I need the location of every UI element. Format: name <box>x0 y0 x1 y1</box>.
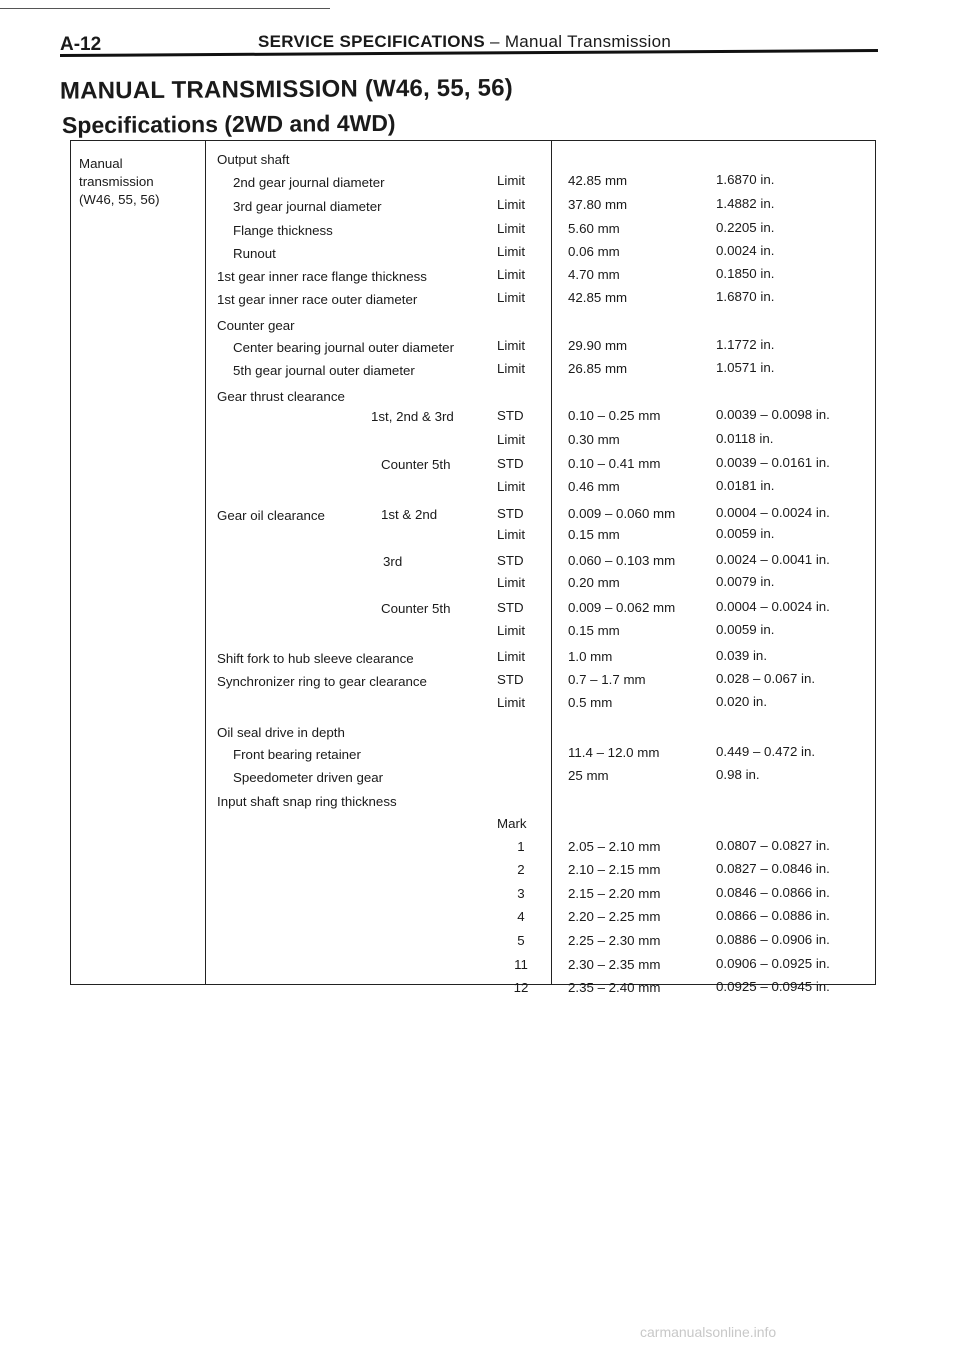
spec-value-inch: 0.0079 in. <box>716 574 775 589</box>
spec-type: 2 <box>517 862 525 877</box>
spec-type: STD <box>497 456 524 471</box>
spec-value-mm: 11.4 – 12.0 mm <box>568 745 660 760</box>
spec-value-inch: 0.0059 in. <box>716 622 775 637</box>
spec-item-label: 3rd <box>383 554 403 569</box>
spec-value-inch: 0.0039 – 0.0161 in. <box>716 455 830 470</box>
spec-sub-label: 1st & 2nd <box>381 507 438 522</box>
spec-item-label: 1st gear inner race flange thickness <box>217 269 427 284</box>
spec-item-label: Gear oil clearance <box>217 508 325 523</box>
spec-value-mm: 0.5 mm <box>568 695 613 710</box>
spec-type: STD <box>497 506 524 521</box>
spec-value-inch: 0.449 – 0.472 in. <box>716 744 816 759</box>
spec-item-label: Center bearing journal outer diameter <box>233 340 455 355</box>
spec-value-inch: 0.0807 – 0.0827 in. <box>716 838 830 853</box>
specifications-table <box>70 140 876 995</box>
spec-value-inch: 0.0925 – 0.0945 in. <box>716 979 830 994</box>
spec-value-mm: 5.60 mm <box>568 221 620 236</box>
spec-value-inch: 0.039 in. <box>716 648 768 663</box>
spec-value-inch: 0.0866 – 0.0886 in. <box>716 908 830 923</box>
spec-value-inch: 0.1850 in. <box>716 266 775 281</box>
spec-value-inch: 0.0024 in. <box>716 243 775 258</box>
page-title: MANUAL TRANSMISSION (W46, 55, 56) <box>59 74 513 105</box>
spec-value-mm: 37.80 mm <box>568 197 628 212</box>
spec-type: 4 <box>517 909 525 924</box>
spec-value-mm: 25 mm <box>568 768 609 783</box>
spec-value-inch: 1.1772 in. <box>716 337 775 352</box>
spec-type: 12 <box>513 980 529 995</box>
spec-type: Limit <box>497 575 526 590</box>
page-number: A-12 <box>60 34 102 55</box>
spec-value-mm: 0.15 mm <box>568 623 620 638</box>
column-divider-2 <box>551 141 552 984</box>
spec-type: Limit <box>497 290 526 305</box>
spec-value-inch: 0.0181 in. <box>716 478 775 493</box>
spec-item-label: 1st, 2nd & 3rd <box>371 409 454 424</box>
spec-value-mm: 0.10 – 0.41 mm <box>568 456 661 471</box>
spec-value-mm: 0.30 mm <box>568 432 620 447</box>
spec-value-inch: 1.6870 in. <box>716 289 775 304</box>
spec-item-label: 5th gear journal outer diameter <box>233 363 415 378</box>
section-label <box>79 155 160 209</box>
spec-value-mm: 2.20 – 2.25 mm <box>568 909 661 924</box>
spec-type: Limit <box>497 267 526 282</box>
spec-type: Limit <box>497 695 526 710</box>
spec-value-inch: 0.0024 – 0.0041 in. <box>716 552 830 567</box>
spec-value-inch: 0.0846 – 0.0866 in. <box>716 885 830 900</box>
spec-value-inch: 1.4882 in. <box>716 196 775 211</box>
spec-item-label: Output shaft <box>217 152 290 167</box>
spec-value-mm: 2.05 – 2.10 mm <box>568 839 661 854</box>
spec-item-label: Shift fork to hub sleeve clearance <box>217 651 414 666</box>
spec-value-mm: 42.85 mm <box>568 290 628 305</box>
spec-item-label: 1st gear inner race outer diameter <box>217 292 418 307</box>
spec-value-inch: 1.0571 in. <box>716 360 775 375</box>
spec-value-mm: 0.46 mm <box>568 479 620 494</box>
spec-value-inch: 0.020 in. <box>716 694 768 709</box>
spec-type: Limit <box>497 623 526 638</box>
spec-value-inch: 0.0886 – 0.0906 in. <box>716 932 830 947</box>
spec-type: Limit <box>497 527 526 542</box>
spec-type: Limit <box>497 173 526 188</box>
spec-item-label: Input shaft snap ring thickness <box>217 794 397 809</box>
spec-value-mm: 26.85 mm <box>568 361 628 376</box>
spec-value-mm: 2.25 – 2.30 mm <box>568 933 661 948</box>
spec-type: Limit <box>497 479 526 494</box>
spec-value-mm: 0.7 – 1.7 mm <box>568 672 646 687</box>
spec-value-inch: 0.0004 – 0.0024 in. <box>716 505 830 520</box>
spec-value-mm: 0.009 – 0.060 mm <box>568 506 676 521</box>
spec-value-mm: 2.10 – 2.15 mm <box>568 862 661 877</box>
spec-type: Limit <box>497 338 526 353</box>
spec-item-label: Oil seal drive in depth <box>217 725 345 740</box>
spec-value-mm: 2.30 – 2.35 mm <box>568 957 661 972</box>
spec-value-mm: 29.90 mm <box>568 338 628 353</box>
running-header <box>258 32 671 52</box>
header-top-line <box>0 8 330 9</box>
spec-item-label: Counter gear <box>217 318 295 333</box>
spec-type: Limit <box>497 361 526 376</box>
spec-item-label: 2nd gear journal diameter <box>233 175 385 190</box>
spec-value-mm: 0.009 – 0.062 mm <box>568 600 676 615</box>
spec-type: Limit <box>497 432 526 447</box>
section-label-line: transmission <box>79 174 154 189</box>
spec-type: 5 <box>517 933 525 948</box>
spec-value-inch: 0.0906 – 0.0925 in. <box>716 956 830 971</box>
running-header-section: SERVICE SPECIFICATIONS <box>258 32 486 51</box>
footer-watermark: carmanualsonline.info <box>640 1324 777 1340</box>
spec-value-mm: 1.0 mm <box>568 649 613 664</box>
spec-item-label: Synchronizer ring to gear clearance <box>217 674 427 689</box>
running-header-subsection: – Manual Transmission <box>490 32 672 51</box>
column-divider-1 <box>205 141 206 984</box>
spec-value-inch: 0.0039 – 0.0098 in. <box>716 407 830 422</box>
spec-value-mm: 0.10 – 0.25 mm <box>568 408 661 423</box>
spec-type: STD <box>497 672 524 687</box>
spec-item-label: Speedometer driven gear <box>233 770 384 785</box>
spec-value-inch: 0.0059 in. <box>716 526 775 541</box>
page-subtitle: Specifications (2WD and 4WD) <box>61 109 396 139</box>
spec-value-mm: 4.70 mm <box>568 267 620 282</box>
spec-value-mm: 0.20 mm <box>568 575 620 590</box>
spec-value-inch: 0.2205 in. <box>716 220 775 235</box>
spec-type: Limit <box>497 244 526 259</box>
spec-type: Limit <box>497 197 526 212</box>
spec-type: Limit <box>497 649 526 664</box>
spec-type: 11 <box>514 957 528 972</box>
spec-item-label: Flange thickness <box>233 223 333 238</box>
spec-type: Mark <box>497 816 527 831</box>
spec-value-mm: 2.15 – 2.20 mm <box>568 886 661 901</box>
spec-value-mm: 0.15 mm <box>568 527 620 542</box>
spec-item-label: Front bearing retainer <box>233 747 361 762</box>
spec-item-label: Counter 5th <box>381 601 451 616</box>
section-label-line: Manual <box>79 156 123 171</box>
spec-value-inch: 0.0827 – 0.0846 in. <box>716 861 830 876</box>
spec-value-mm: 0.06 mm <box>568 244 620 259</box>
section-label-line: (W46, 55, 56) <box>79 192 160 207</box>
spec-item-label: 3rd gear journal diameter <box>233 199 382 214</box>
spec-type: STD <box>497 553 524 568</box>
spec-value-mm: 2.35 – 2.40 mm <box>568 980 661 995</box>
spec-item-label: Counter 5th <box>381 457 451 472</box>
spec-type: 3 <box>517 886 525 901</box>
spec-type: Limit <box>497 221 526 236</box>
spec-value-mm: 0.060 – 0.103 mm <box>568 553 676 568</box>
spec-item-label: Runout <box>233 246 276 261</box>
spec-type: 1 <box>517 839 525 854</box>
spec-value-inch: 0.98 in. <box>716 767 760 782</box>
spec-value-inch: 0.0004 – 0.0024 in. <box>716 599 830 614</box>
spec-item-label: Gear thrust clearance <box>217 389 345 404</box>
spec-value-inch: 0.028 – 0.067 in. <box>716 671 816 686</box>
spec-type: STD <box>497 600 524 615</box>
spec-value-inch: 1.6870 in. <box>716 172 775 187</box>
spec-value-mm: 42.85 mm <box>568 173 628 188</box>
spec-value-inch: 0.0118 in. <box>716 431 774 446</box>
spec-type: STD <box>497 408 524 423</box>
